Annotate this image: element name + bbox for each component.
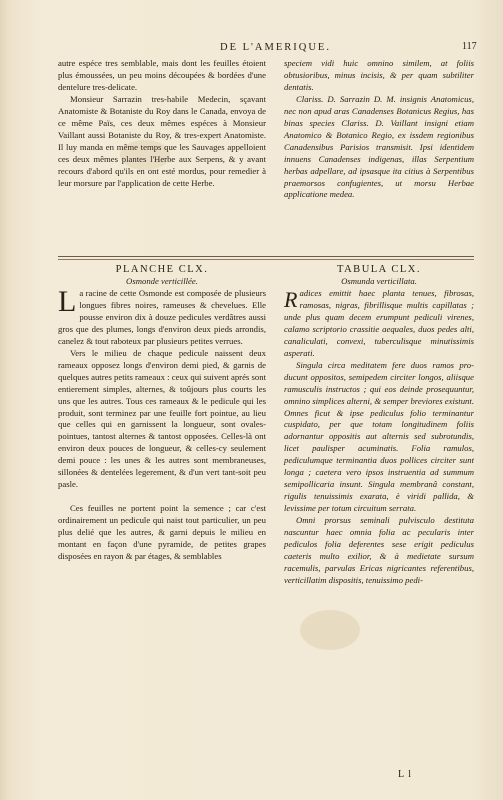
page-number: 117 (462, 41, 477, 52)
running-head: DE L'AMERIQUE. (220, 42, 331, 53)
paper-stain (300, 610, 360, 650)
top-french-column (58, 58, 266, 189)
top-latin-column (284, 58, 474, 201)
paragraph: speciem vidi huic omnino similem, at foliis obtusioribus, minus incisis, & per quam subtiliter dentatis. (284, 58, 474, 92)
paragraph: adices emittit haec planta tenues, fibrosas, ramosas, nigras, fibrillisque multis capillatas ; unde plus quam decem erumpunt pediculi virenes, calamo scriptorio crassitie aequales, duos pedes alti, canaliculati, convexi, tuberculisque minutissimis asperati. (284, 288, 474, 358)
paragraph: Monsieur Sarrazin tres-habile Medecin, sçavant Anatomiste & Botaniste du Roy dans le Canada, envoya de ce même Païs, ces deux mêmes espéces à Monsieur Vaillant aussi Botaniste du Roy, & tres-expert Anatomiste. Il luy manda en même temps que les Sauvages appelloient ces deux mêmes plantes l'Herbe aux Serpens, & y avant recours d'abord qu'ils en ont esté mordus, pour remedier à leur morsure par l'application de cette Herbe. (58, 93, 266, 188)
plate-heading: PLANCHE CLX. (115, 264, 209, 275)
bottom-latin-column (284, 264, 474, 587)
plate-subtitle: Osmonde verticillée. (126, 276, 198, 286)
paragraph: a racine de cette Osmonde est composée de plusieurs longues fibres noires, rameuses & chevelues. Elle pousse environ dix à douze pedicules verdâtres aussi gros que des plumes, longs d'environ deux pieds arrondis, canelez & tout raboteux par plusieurs petites verrues. (58, 288, 266, 346)
drop-cap: R (284, 287, 298, 312)
paragraph: autre espéce tres semblable, mais dont les feuilles étoient plus émoussées, un peu moins découpées & bordées d'une dentelure tres-delicate. (58, 58, 266, 92)
paragraph: Omni prorsus seminali pulvisculo destituta nascuntur haec omnia folia ac pecularis inter pediculos folia deferentes sese erigit pediculus caeteris multo exilior, & à medietate sursum racemulis, parvulas Ericas nigricantes referentibus, verticillatim dispositis, tenuissimo pedi- (284, 515, 474, 585)
paragraph: Vers le milieu de chaque pedicule naissent deux rameaux opposez longs d'environ demi pied, & garnis de quelques autres petits rameaux : ceux qui suivent aprés sont entierement simples, alternes, & toûjours plus courts les uns que les autres. Tous ces rameaux & le pedicule qui les produit, sont terminez par une feuille fort pointue, au lieu que celles qui en garnissent la longueur, sont ovales-pointues, tantost alternes & tantost opposées. Celles-là ont environ deux pouces de longueur, & celles-cy seulement demi pouce : les unes & les autres sont membraneuses, sillonées & dentelées legerement, & d'un vert tant-soit peu pasle. (58, 347, 266, 490)
bottom-french-column (58, 264, 266, 563)
paragraph: Clariss. D. Sarrazin D. M. insignis Anatomicus, nec non apud aras Canadenses Botanicus Regius, has binas species Clariss. D. Vaillant insigni etiam Anatomico & Botanico Regio, ex issdem regionibus Canadensibus Parisios transmisit. Ipsi identidem innuens Canadenses indigenas, illas Serpentium herbas adpellare, ad ipsasque ita citius à Serpentibus praemorsos confugientes, ut morsu Herbae applicatione medea. (284, 93, 474, 200)
signature-mark: L l (398, 769, 413, 780)
paragraph: Singula circa meditatem fere duos ramos pro-ducunt oppositos, semipedem circiter longos, aliisque ramusculis instructos ; qui eos deinde prosequuntur, omnino simplices alterni, & semper breviores existunt. Omnes ficut & ipse pediculus folio terminantur cuspidato, per que totam longitudinem foliis adornantur oppositis aut alternis sed subrotundis, licet paulisper acuminatis. Folia ramulos, pediculumque terminantia duos pollices circiter sunt longa ; caetera vero ipsos instruentia ad summum semipollicaria insunt. Singula membranâ constant, rigulis tenuissimis exarata, è viridi pallida, & levissime per totum circuitum serrata. (284, 359, 474, 514)
plate-subtitle: Osmunda verticillata. (341, 276, 417, 286)
section-rule (58, 256, 474, 257)
plate-heading: TABULA CLX. (337, 264, 421, 275)
paragraph: Ces feuilles ne portent point la semence ; car c'est ordinairement un pedicule qui naist tout particulier, un peu plus delié que les autres, & garni depuis le milieu en montant en façon d'une pyramide, de petites grapes disposées en rayon & par étages, & semblables (58, 503, 266, 562)
drop-cap: L (58, 285, 77, 318)
